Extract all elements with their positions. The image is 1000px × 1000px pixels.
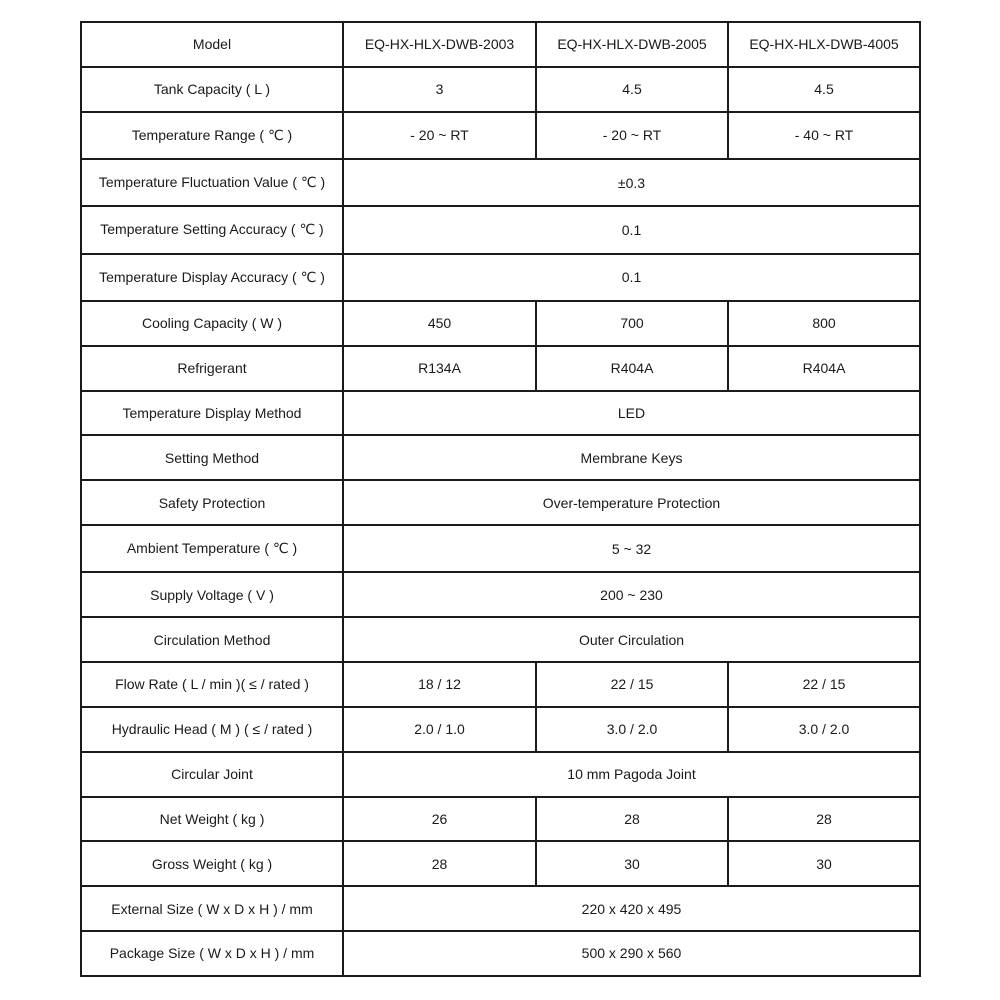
shared-value-cell: ±0.3 — [343, 159, 920, 206]
value-cell: 22 / 15 — [728, 662, 920, 707]
value-cell: 800 — [728, 301, 920, 346]
value-cell: 28 — [536, 797, 728, 842]
row-label-cell: Safety Protection — [81, 480, 343, 525]
table-row — [81, 159, 920, 206]
table-row — [81, 480, 920, 525]
row-label-cell: Refrigerant — [81, 346, 343, 391]
model-header-cell: EQ-HX-HLX-DWB-2005 — [536, 22, 728, 67]
row-label-cell: Hydraulic Head ( M ) ( ≤ / rated ) — [81, 707, 343, 752]
table-row — [81, 617, 920, 662]
row-label-cell: Flow Rate ( L / min )( ≤ / rated ) — [81, 662, 343, 707]
spec-table-body — [81, 22, 920, 976]
table-row — [81, 206, 920, 253]
row-label-cell: Cooling Capacity ( W ) — [81, 301, 343, 346]
value-cell: R134A — [343, 346, 536, 391]
value-cell: 28 — [728, 797, 920, 842]
row-label-cell: Tank Capacity ( L ) — [81, 67, 343, 112]
table-row — [81, 391, 920, 436]
value-cell: - 20 ~ RT — [343, 112, 536, 159]
value-cell: 30 — [536, 841, 728, 886]
table-row — [81, 707, 920, 752]
row-label-cell: Net Weight ( kg ) — [81, 797, 343, 842]
shared-value-cell: 200 ~ 230 — [343, 572, 920, 617]
value-cell: R404A — [536, 346, 728, 391]
value-cell: 30 — [728, 841, 920, 886]
row-label-cell: Circular Joint — [81, 752, 343, 797]
value-cell: 450 — [343, 301, 536, 346]
table-row — [81, 112, 920, 159]
spec-table — [80, 21, 921, 977]
value-cell: 28 — [343, 841, 536, 886]
table-row — [81, 346, 920, 391]
table-row — [81, 572, 920, 617]
model-header-cell: EQ-HX-HLX-DWB-4005 — [728, 22, 920, 67]
table-row — [81, 662, 920, 707]
row-label-cell: Circulation Method — [81, 617, 343, 662]
shared-value-cell: 0.1 — [343, 206, 920, 253]
row-label-cell: Gross Weight ( kg ) — [81, 841, 343, 886]
shared-value-cell: Over-temperature Protection — [343, 480, 920, 525]
table-row — [81, 435, 920, 480]
header-label-cell: Model — [81, 22, 343, 67]
value-cell: 18 / 12 — [343, 662, 536, 707]
row-label-cell: Temperature Display Accuracy ( ℃ ) — [81, 254, 343, 301]
table-header-row — [81, 22, 920, 67]
value-cell: 2.0 / 1.0 — [343, 707, 536, 752]
row-label-cell: Temperature Display Method — [81, 391, 343, 436]
value-cell: 26 — [343, 797, 536, 842]
value-cell: 3.0 / 2.0 — [536, 707, 728, 752]
shared-value-cell: Membrane Keys — [343, 435, 920, 480]
table-row — [81, 254, 920, 301]
shared-value-cell: 0.1 — [343, 254, 920, 301]
table-row — [81, 752, 920, 797]
shared-value-cell: Outer Circulation — [343, 617, 920, 662]
value-cell: - 20 ~ RT — [536, 112, 728, 159]
shared-value-cell: 5 ~ 32 — [343, 525, 920, 572]
row-label-cell: Temperature Fluctuation Value ( ℃ ) — [81, 159, 343, 206]
row-label-cell: Setting Method — [81, 435, 343, 480]
shared-value-cell: 10 mm Pagoda Joint — [343, 752, 920, 797]
table-row — [81, 301, 920, 346]
row-label-cell: External Size ( W x D x H ) / mm — [81, 886, 343, 931]
table-row — [81, 931, 920, 976]
row-label-cell: Temperature Setting Accuracy ( ℃ ) — [81, 206, 343, 253]
row-label-cell: Package Size ( W x D x H ) / mm — [81, 931, 343, 976]
value-cell: 4.5 — [536, 67, 728, 112]
table-row — [81, 886, 920, 931]
value-cell: 3 — [343, 67, 536, 112]
value-cell: 4.5 — [728, 67, 920, 112]
shared-value-cell: 500 x 290 x 560 — [343, 931, 920, 976]
value-cell: R404A — [728, 346, 920, 391]
row-label-cell: Ambient Temperature ( ℃ ) — [81, 525, 343, 572]
table-row — [81, 525, 920, 572]
row-label-cell: Supply Voltage ( V ) — [81, 572, 343, 617]
row-label-cell: Temperature Range ( ℃ ) — [81, 112, 343, 159]
shared-value-cell: LED — [343, 391, 920, 436]
value-cell: - 40 ~ RT — [728, 112, 920, 159]
table-row — [81, 797, 920, 842]
value-cell: 22 / 15 — [536, 662, 728, 707]
table-row — [81, 841, 920, 886]
shared-value-cell: 220 x 420 x 495 — [343, 886, 920, 931]
value-cell: 3.0 / 2.0 — [728, 707, 920, 752]
value-cell: 700 — [536, 301, 728, 346]
model-header-cell: EQ-HX-HLX-DWB-2003 — [343, 22, 536, 67]
table-row — [81, 67, 920, 112]
